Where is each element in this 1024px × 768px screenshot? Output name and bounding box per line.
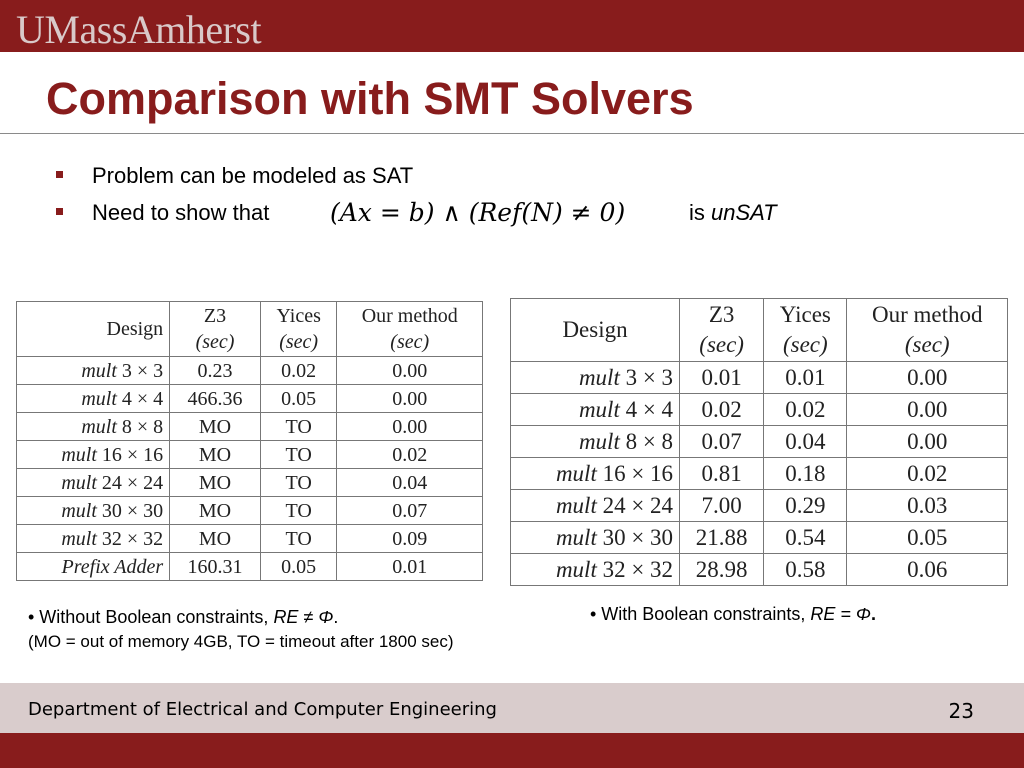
footer-band <box>0 683 1024 733</box>
bullet-1-text: Problem can be modeled as SAT <box>92 163 414 188</box>
yices-cell: 0.01 <box>764 362 847 394</box>
yices-cell: 0.02 <box>764 394 847 426</box>
col-design: Design <box>17 302 170 357</box>
yices-cell: 0.29 <box>764 490 847 522</box>
table-row <box>511 554 1008 586</box>
table-row <box>17 441 483 469</box>
design-cell: mult 24 × 24 <box>17 469 170 497</box>
design-cell: mult 8 × 8 <box>17 413 170 441</box>
our-method-cell: 0.02 <box>337 441 483 469</box>
our-method-cell: 0.05 <box>847 522 1008 554</box>
yices-cell: 0.05 <box>260 553 337 581</box>
our-method-cell: 0.03 <box>847 490 1008 522</box>
z3-cell: 0.02 <box>680 394 764 426</box>
yices-cell: TO <box>260 469 337 497</box>
design-cell: mult 4 × 4 <box>17 385 170 413</box>
our-method-cell: 0.00 <box>847 362 1008 394</box>
design-cell: mult 8 × 8 <box>511 426 680 458</box>
table-row <box>17 385 483 413</box>
department-name: Department of Electrical and Computer Engineering <box>28 699 497 720</box>
slide-title: Comparison with SMT Solvers <box>46 73 694 124</box>
col-z3: Z3 (sec) <box>170 302 261 357</box>
design-cell: mult 24 × 24 <box>511 490 680 522</box>
results-table-without-constraints <box>16 301 483 581</box>
z3-cell: MO <box>170 413 261 441</box>
table-row <box>511 426 1008 458</box>
design-cell: mult 30 × 30 <box>511 522 680 554</box>
design-cell: mult 3 × 3 <box>511 362 680 394</box>
our-method-cell: 0.00 <box>337 413 483 441</box>
design-cell: Prefix Adder <box>17 553 170 581</box>
formula-text: (Ax = b) ∧ (Ref(N) ≠ 0) <box>330 198 626 227</box>
formula <box>330 196 625 230</box>
table-row <box>17 553 483 581</box>
our-method-cell: 0.00 <box>337 385 483 413</box>
note-with-constraints: • With Boolean constraints, RE = Φ. <box>590 604 877 624</box>
table-row <box>17 469 483 497</box>
bottom-bar <box>0 733 1024 768</box>
z3-cell: 0.81 <box>680 458 764 490</box>
yices-cell: TO <box>260 525 337 553</box>
table-row <box>511 394 1008 426</box>
our-method-cell: 0.07 <box>337 497 483 525</box>
z3-cell: 0.07 <box>680 426 764 458</box>
unsat-phrase: is unSAT <box>689 200 777 225</box>
yices-cell: 0.05 <box>260 385 337 413</box>
design-cell: mult 16 × 16 <box>511 458 680 490</box>
design-cell: mult 32 × 32 <box>511 554 680 586</box>
z3-cell: 28.98 <box>680 554 764 586</box>
our-method-cell: 0.00 <box>847 426 1008 458</box>
design-cell: mult 16 × 16 <box>17 441 170 469</box>
col-design: Design <box>511 299 680 362</box>
col-z3: Z3 (sec) <box>680 299 764 362</box>
z3-cell: MO <box>170 525 261 553</box>
umass-logo: UMassAmherst <box>16 7 262 52</box>
table-row <box>511 490 1008 522</box>
note-without-constraints: • Without Boolean constraints, RE ≠ Φ. <box>28 607 339 627</box>
col-yices: Yices (sec) <box>764 299 847 362</box>
yices-cell: 0.02 <box>260 357 337 385</box>
yices-cell: TO <box>260 497 337 525</box>
table-row <box>17 525 483 553</box>
col-our-method: Our method (sec) <box>847 299 1008 362</box>
our-method-cell: 0.00 <box>847 394 1008 426</box>
table-row <box>17 497 483 525</box>
yices-cell: TO <box>260 441 337 469</box>
table-header-row <box>511 299 1008 362</box>
yices-cell: TO <box>260 413 337 441</box>
note-abbreviations: (MO = out of memory 4GB, TO = timeout after 1800 sec) <box>28 632 454 651</box>
table-header-row <box>17 302 483 357</box>
bullet-2-text: Need to show that <box>92 200 270 225</box>
col-our-method: Our method (sec) <box>337 302 483 357</box>
z3-cell: 160.31 <box>170 553 261 581</box>
our-method-cell: 0.04 <box>337 469 483 497</box>
yices-cell: 0.04 <box>764 426 847 458</box>
yices-cell: 0.18 <box>764 458 847 490</box>
square-bullet-icon <box>56 171 63 178</box>
z3-cell: 7.00 <box>680 490 764 522</box>
table-row <box>511 458 1008 490</box>
z3-cell: 466.36 <box>170 385 261 413</box>
z3-cell: MO <box>170 469 261 497</box>
table-row <box>511 522 1008 554</box>
unsat-word: unSAT <box>711 200 777 225</box>
square-bullet-icon <box>56 208 63 215</box>
our-method-cell: 0.00 <box>337 357 483 385</box>
design-cell: mult 4 × 4 <box>511 394 680 426</box>
design-cell: mult 3 × 3 <box>17 357 170 385</box>
our-method-cell: 0.09 <box>337 525 483 553</box>
col-yices: Yices (sec) <box>260 302 337 357</box>
table-row <box>511 362 1008 394</box>
our-method-cell: 0.06 <box>847 554 1008 586</box>
yices-cell: 0.54 <box>764 522 847 554</box>
our-method-cell: 0.01 <box>337 553 483 581</box>
title-divider <box>0 133 1024 134</box>
header-bar <box>0 0 1024 52</box>
z3-cell: 21.88 <box>680 522 764 554</box>
design-cell: mult 30 × 30 <box>17 497 170 525</box>
our-method-cell: 0.02 <box>847 458 1008 490</box>
table-row <box>17 357 483 385</box>
yices-cell: 0.58 <box>764 554 847 586</box>
z3-cell: 0.23 <box>170 357 261 385</box>
table-row <box>17 413 483 441</box>
design-cell: mult 32 × 32 <box>17 525 170 553</box>
z3-cell: MO <box>170 441 261 469</box>
z3-cell: MO <box>170 497 261 525</box>
page-number: 23 <box>948 699 974 723</box>
results-table-with-constraints <box>510 298 1008 586</box>
z3-cell: 0.01 <box>680 362 764 394</box>
